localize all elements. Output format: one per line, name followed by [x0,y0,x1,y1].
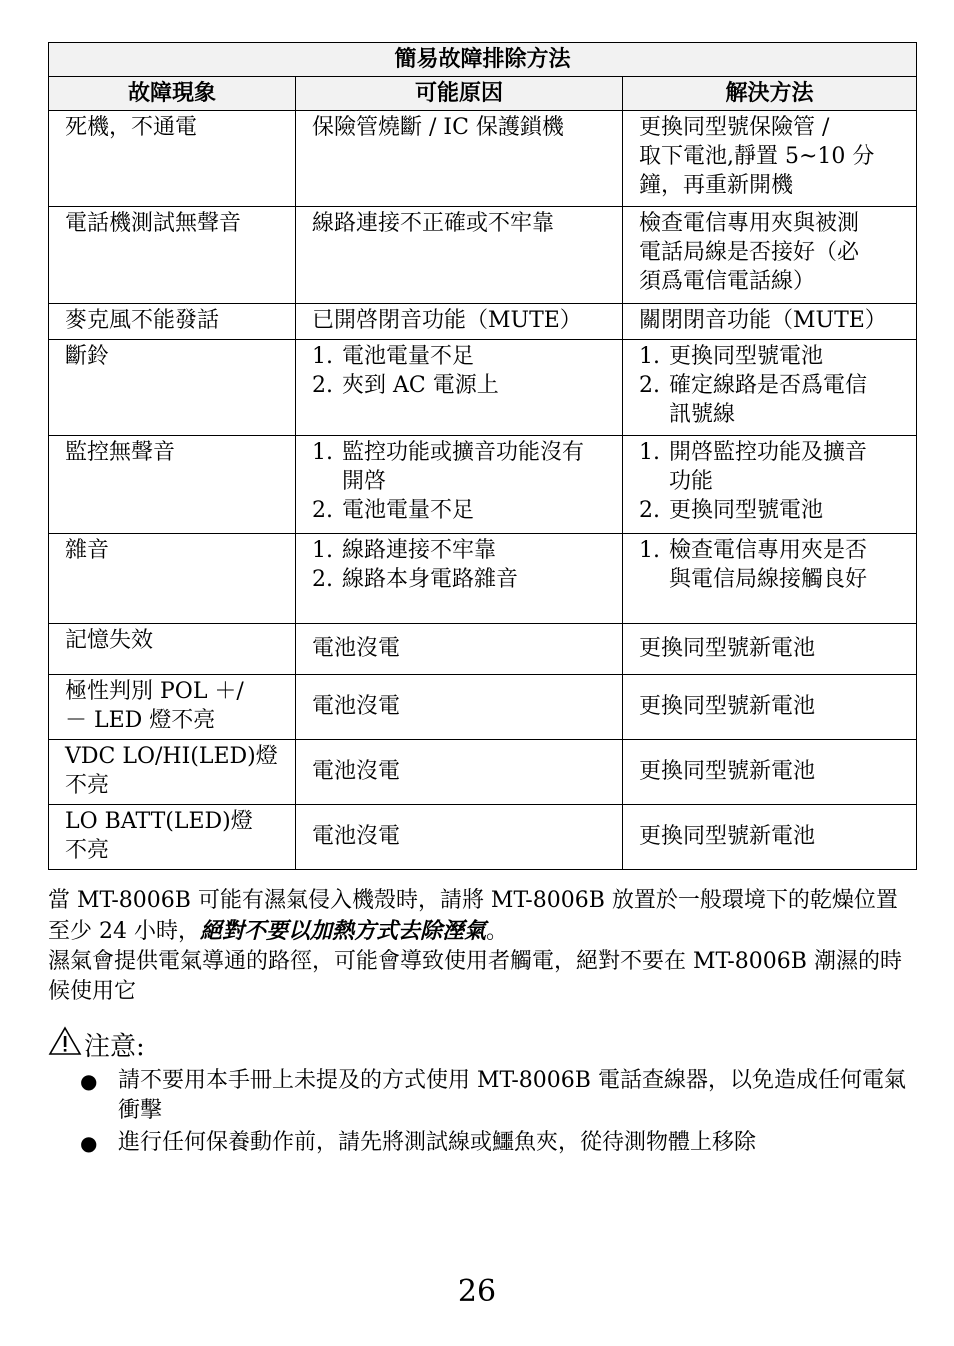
item-text: 線路本身電路雜音 [342,567,519,592]
item-number: 1. [312,344,333,369]
item-number: 1. [639,538,660,563]
solution-cell [623,675,917,740]
solution-cell [623,207,917,304]
cause-cell [296,340,623,436]
header-symptom: 故障現象 [49,77,296,111]
list-item [639,342,906,371]
bullet-icon: ● [80,1069,98,1093]
item-text: 開啓監控功能及擴音功能 [669,440,868,494]
item-number: 2. [639,373,660,398]
solution-cell [623,740,917,805]
item-number: 1. [312,440,333,465]
moisture-paragraph [48,886,914,947]
solution-cell [623,624,917,675]
header-cause: 可能原因 [296,77,623,111]
item-text: 檢查電信專用夾是否與電信局線接觸良好 [669,538,868,592]
list-item [312,565,612,594]
cause-text: 已開啓閉音功能（MUTE） [312,308,582,333]
symptom-cell: 記憶失效 [49,624,296,675]
troubleshooting-table [48,42,917,870]
item-text: 更換同型號電池 [669,498,824,523]
item-number: 1. [312,538,333,563]
table-row [49,207,917,304]
item-text: 線路連接不牢靠 [342,538,497,563]
list-item [312,496,612,525]
solution-line: 須爲電信電話線） [639,269,816,294]
table-row [49,436,917,534]
warning-triangle-icon [48,1026,84,1068]
solution-line: 更換同型號新電池 [639,758,816,784]
symptom-cell: LO BATT(LED)燈不亮 [49,805,296,870]
cause-cell [296,111,623,207]
table-title: 簡易故障排除方法 [49,43,917,77]
list-item [312,371,612,400]
solution-line: 鐘，再重新開機 [639,173,794,198]
symptom-cell: 死機，不通電 [49,111,296,207]
table-row [49,304,917,340]
list-item [312,342,612,371]
page-number: 26 [457,1274,497,1309]
list-item [639,496,906,525]
moisture-notes [48,886,914,1007]
cause-cell [296,534,623,624]
solution-line: 電話局線是否接好（必 [639,240,860,265]
list-item [639,536,906,594]
cause-text: 電池沒電 [312,758,401,784]
item-text: 監控功能或擴音功能沒有開啓 [342,440,585,494]
solution-line: 取下電池,靜置 5~10 分 [639,144,875,169]
item-text: 夾到 AC 電源上 [342,373,499,398]
item-text: 確定線路是否爲電信訊號線 [669,373,868,427]
symptom-cell: VDC LO/HI(LED)燈不亮 [49,740,296,805]
symptom-cell: 極性判別 POL ＋/ － LED 燈不亮 [49,675,296,740]
item-number: 2. [312,373,333,398]
symptom-cell: 雜音 [49,534,296,624]
header-solution: 解決方法 [623,77,917,111]
solution-line: 更換同型號保險管 / [639,115,830,140]
symptom-cell: 麥克風不能發話 [49,304,296,340]
cause-cell [296,624,623,675]
item-number: 2. [312,567,333,592]
solution-cell [623,111,917,207]
list-item [80,1066,914,1126]
table-row [49,675,917,740]
table-row [49,805,917,870]
cause-text: 電池沒電 [312,693,401,719]
table-row [49,111,917,207]
list-item [80,1128,914,1158]
list-item [312,536,612,565]
item-number: 2. [312,498,333,523]
solution-line: 更換同型號新電池 [639,635,816,661]
cause-cell [296,740,623,805]
solution-cell [623,805,917,870]
bullet-icon: ● [80,1131,98,1155]
cause-cell [296,805,623,870]
caution-item-text: 請不要用本手冊上未提及的方式使用 MT-8006B 電話查線器，以免造成任何電氣衝擊 [118,1068,906,1123]
item-number: 1. [639,440,660,465]
caution-list [80,1066,914,1160]
solution-cell [623,340,917,436]
moisture-text: 當 MT-8006B 可能有濕氣侵入機殼時，請將 MT-8006B 放置於一般環境下的乾燥位置 至少 24 小時， [48,888,898,944]
shock-warning-paragraph: 濕氣會提供電氣導通的路徑，可能會導致使用者觸電，絕對不要在 MT-8006B 潮濕的時候使用它 [48,949,902,1004]
list-item [312,438,612,496]
caution-heading [48,1026,145,1068]
solution-line: 更換同型號新電池 [639,823,816,849]
table-row [49,740,917,805]
symptom-cell: 斷鈴 [49,340,296,436]
symptom-cell: 電話機測試無聲音 [49,207,296,304]
item-number: 2. [639,498,660,523]
solution-line: 更換同型號新電池 [639,693,816,719]
symptom-cell: 監控無聲音 [49,436,296,534]
item-number: 1. [639,344,660,369]
cause-text: 線路連接不正確或不牢靠 [312,211,555,236]
cause-text: 電池沒電 [312,635,401,661]
moisture-text-end: 。 [486,919,509,944]
list-item [639,438,906,496]
cause-cell [296,207,623,304]
table-row [49,340,917,436]
cause-text: 保險管燒斷 / IC 保護鎖機 [312,115,564,140]
cause-cell [296,436,623,534]
solution-line: 檢查電信專用夾與被測 [639,211,860,236]
solution-cell [623,534,917,624]
list-item [639,371,906,429]
cause-cell [296,304,623,340]
table-row [49,534,917,624]
table-row [49,624,917,675]
solution-cell [623,304,917,340]
solution-cell [623,436,917,534]
solution-line: 關閉閉音功能（MUTE） [639,308,887,333]
item-text: 更換同型號電池 [669,344,824,369]
cause-cell [296,675,623,740]
item-text: 電池電量不足 [342,498,475,523]
moisture-emphasis: 絕對不要以加熱方式去除溼氣 [199,918,486,944]
item-text: 電池電量不足 [342,344,475,369]
caution-item-text: 進行任何保養動作前，請先將測試線或鱷魚夾，從待測物體上移除 [118,1130,757,1155]
caution-label: 注意: [84,1032,145,1062]
cause-text: 電池沒電 [312,823,401,849]
